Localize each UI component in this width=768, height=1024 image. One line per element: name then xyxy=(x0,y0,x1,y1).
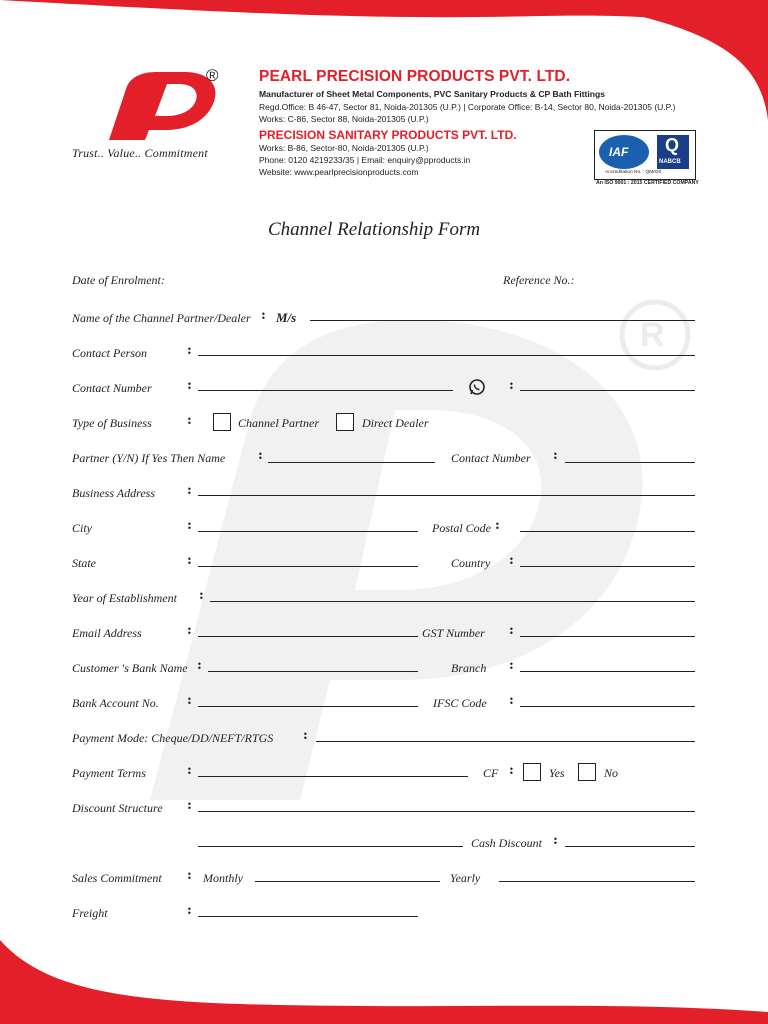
company-motto: Trust.. Value.. Commitment xyxy=(72,146,208,160)
payment-mode-field[interactable] xyxy=(316,741,695,742)
business-address-label: Business Address xyxy=(72,486,156,500)
yearly-label: Yearly xyxy=(450,871,481,885)
company-regd-office: Regd.Office: B 46-47, Sector 81, Noida-201305 (U.P.) | Corporate Office: B-14, Sector 80, Noida-201305 (U.P.) xyxy=(259,102,676,112)
ifsc-code-label: IFSC Code xyxy=(433,696,487,710)
sales-commitment-label: Sales Commitment xyxy=(72,871,162,885)
whatsapp-number-field[interactable] xyxy=(520,390,695,391)
company-tagline: Manufacturer of Sheet Metal Components, PVC Sanitary Products & CP Bath Fittings xyxy=(259,89,606,99)
colon: : xyxy=(261,308,266,323)
iaf-label: IAF xyxy=(609,145,629,159)
colon: : xyxy=(187,343,192,358)
state-field[interactable] xyxy=(198,566,418,567)
freight-field[interactable] xyxy=(198,916,418,917)
direct-dealer-option-label: Direct Dealer xyxy=(362,416,429,430)
colon: : xyxy=(509,553,514,568)
company-name: PEARL PRECISION PRODUCTS PVT. LTD. xyxy=(259,68,571,85)
colon: : xyxy=(495,518,500,533)
channel-partner-option-label: Channel Partner xyxy=(238,416,319,430)
registered-icon: ® xyxy=(206,66,219,85)
country-field[interactable] xyxy=(520,566,695,567)
colon: : xyxy=(509,623,514,638)
colon: : xyxy=(509,763,514,778)
state-label: State xyxy=(72,556,96,570)
ifsc-code-field[interactable] xyxy=(520,706,695,707)
colon: : xyxy=(187,413,192,428)
country-label: Country xyxy=(451,556,491,570)
contact-number-label: Contact Number xyxy=(72,381,152,395)
partner-name-field[interactable] xyxy=(268,462,435,463)
branch-field[interactable] xyxy=(520,671,695,672)
sister-company-name: PRECISION SANITARY PRODUCTS PVT. LTD. xyxy=(259,128,517,142)
direct-dealer-checkbox[interactable] xyxy=(336,413,354,431)
city-label: City xyxy=(72,521,92,535)
colon: : xyxy=(187,518,192,533)
colon: : xyxy=(197,658,202,673)
bank-name-field[interactable] xyxy=(208,671,418,672)
colon: : xyxy=(187,483,192,498)
company-phone-email: Phone: 0120 4219233/35 | Email: enquiry@pproducts.in xyxy=(259,155,471,165)
cash-discount-field[interactable] xyxy=(565,846,695,847)
city-field[interactable] xyxy=(198,531,418,532)
colon: : xyxy=(199,588,204,603)
colon: : xyxy=(509,693,514,708)
email-address-field[interactable] xyxy=(198,636,418,637)
channel-partner-name-field[interactable] xyxy=(310,320,695,321)
colon: : xyxy=(187,763,192,778)
date-of-enrolment-label: Date of Enrolment: xyxy=(72,273,165,287)
monthly-label: Monthly xyxy=(203,871,243,885)
yearly-field[interactable] xyxy=(499,881,695,882)
business-address-field[interactable] xyxy=(198,495,695,496)
watermark-registered-icon: R xyxy=(640,316,665,354)
channel-partner-checkbox[interactable] xyxy=(213,413,231,431)
bank-name-label: Customer 's Bank Name xyxy=(72,661,188,675)
postal-code-label: Postal Code xyxy=(432,521,491,535)
colon: : xyxy=(509,658,514,673)
cf-label: CF xyxy=(483,766,499,780)
colon: : xyxy=(187,693,192,708)
partner-contact-number-field[interactable] xyxy=(565,462,695,463)
sister-company-works: Works: B-86, Sector-80, Noida-201305 (U.P.) xyxy=(259,143,429,153)
cf-yes-label: Yes xyxy=(549,766,565,780)
colon: : xyxy=(303,728,308,743)
cf-no-label: No xyxy=(604,766,619,780)
postal-code-field[interactable] xyxy=(520,531,695,532)
nabcb-q: Q xyxy=(665,135,680,155)
type-of-business-label: Type of Business xyxy=(72,416,152,430)
colon: : xyxy=(187,868,192,883)
reference-no-label: Reference No.: xyxy=(503,273,575,287)
colon: : xyxy=(187,903,192,918)
colon: : xyxy=(187,378,192,393)
contact-person-label: Contact Person xyxy=(72,346,147,360)
ms-prefix: M/s xyxy=(276,310,297,325)
colon: : xyxy=(509,378,514,393)
colon: : xyxy=(187,553,192,568)
partner-yn-label: Partner (Y/N) If Yes Then Name xyxy=(72,451,226,465)
bank-account-label: Bank Account No. xyxy=(72,696,159,710)
branch-label: Branch xyxy=(451,661,487,675)
cf-no-checkbox[interactable] xyxy=(578,763,596,781)
form-title: Channel Relationship Form xyxy=(268,219,481,240)
payment-terms-label: Payment Terms xyxy=(72,766,146,780)
colon: : xyxy=(553,833,558,848)
bank-account-field[interactable] xyxy=(198,706,418,707)
gst-number-label: GST Number xyxy=(422,626,485,640)
certification-badge xyxy=(594,130,696,180)
iso-certification: An ISO 9001 : 2015 CERTIFIED COMPANY xyxy=(596,180,699,186)
year-of-establishment-label: Year of Establishment xyxy=(72,591,177,605)
contact-person-field[interactable] xyxy=(198,355,695,356)
payment-terms-field[interactable] xyxy=(198,776,468,777)
discount-structure-field[interactable] xyxy=(198,811,695,812)
freight-label: Freight xyxy=(72,906,108,920)
colon: : xyxy=(553,448,558,463)
accreditation-number: Accreditation No. : QM020 xyxy=(605,170,662,175)
email-address-label: Email Address xyxy=(72,626,142,640)
contact-number-field[interactable] xyxy=(198,390,453,391)
cash-discount-label: Cash Discount xyxy=(471,836,543,850)
company-website: Website: www.pearlprecisionproducts.com xyxy=(259,167,419,177)
gst-number-field[interactable] xyxy=(520,636,695,637)
colon: : xyxy=(258,448,263,463)
cf-yes-checkbox[interactable] xyxy=(523,763,541,781)
partner-contact-number-label: Contact Number xyxy=(451,451,531,465)
whatsapp-icon xyxy=(468,378,486,396)
colon: : xyxy=(187,623,192,638)
payment-mode-label: Payment Mode: Cheque/DD/NEFT/RTGS xyxy=(72,731,274,745)
colon: : xyxy=(187,798,192,813)
nabcb-label: NABCB xyxy=(659,159,681,165)
monthly-field[interactable] xyxy=(255,881,440,882)
year-of-establishment-field[interactable] xyxy=(210,601,695,602)
channel-partner-name-label: Name of the Channel Partner/Dealer xyxy=(72,311,251,325)
discount-structure-label: Discount Structure xyxy=(72,801,163,815)
discount-structure-field-continued[interactable] xyxy=(198,846,463,847)
company-works: Works: C-86, Sector 88, Noida-201305 (U.P.) xyxy=(259,114,429,124)
